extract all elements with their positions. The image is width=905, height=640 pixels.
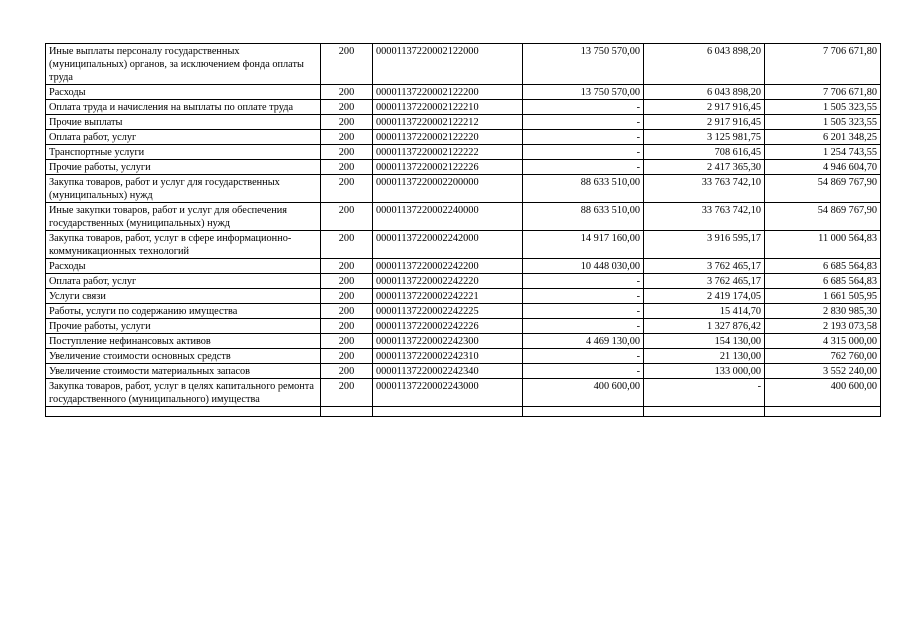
table-row [46, 160, 881, 175]
table-row [46, 85, 881, 100]
cell-empty [765, 407, 881, 417]
cell-executed: 21 130,00 [644, 349, 765, 364]
cell-budget-code: 00001137220002200000 [373, 175, 523, 203]
cell-name: Поступление нефинансовых активов [46, 334, 321, 349]
cell-budget-code: 00001137220002242225 [373, 304, 523, 319]
cell-line-code: 200 [321, 304, 373, 319]
cell-budget-code: 00001137220002122220 [373, 130, 523, 145]
cell-line-code: 200 [321, 364, 373, 379]
cell-empty [373, 407, 523, 417]
cell-name: Оплата работ, услуг [46, 130, 321, 145]
cell-approved: - [523, 100, 644, 115]
cell-line-code: 200 [321, 175, 373, 203]
cell-remaining: 1 505 323,55 [765, 115, 881, 130]
cell-executed: 3 125 981,75 [644, 130, 765, 145]
cell-executed: 33 763 742,10 [644, 175, 765, 203]
cell-line-code: 200 [321, 115, 373, 130]
table-row [46, 274, 881, 289]
cell-budget-code: 00001137220002242310 [373, 349, 523, 364]
cell-approved: - [523, 364, 644, 379]
cell-approved: - [523, 289, 644, 304]
cell-budget-code: 00001137220002122222 [373, 145, 523, 160]
cell-name: Прочие работы, услуги [46, 319, 321, 334]
cell-line-code: 200 [321, 289, 373, 304]
cell-executed: 6 043 898,20 [644, 44, 765, 85]
cell-line-code: 200 [321, 203, 373, 231]
table-row [46, 203, 881, 231]
cell-name: Закупка товаров, работ и услуг для государственных (муниципальных) нужд [46, 175, 321, 203]
cell-name: Оплата работ, услуг [46, 274, 321, 289]
cell-remaining: 1 661 505,95 [765, 289, 881, 304]
table-row [46, 44, 881, 85]
cell-name: Расходы [46, 259, 321, 274]
cell-remaining: 762 760,00 [765, 349, 881, 364]
cell-name: Расходы [46, 85, 321, 100]
cell-name: Работы, услуги по содержанию имущества [46, 304, 321, 319]
table-row [46, 319, 881, 334]
table-row [46, 259, 881, 274]
cell-executed: 154 130,00 [644, 334, 765, 349]
cell-executed: 1 327 876,42 [644, 319, 765, 334]
cell-name: Услуги связи [46, 289, 321, 304]
table-row-empty [46, 407, 881, 417]
cell-executed: 2 917 916,45 [644, 115, 765, 130]
cell-approved: - [523, 145, 644, 160]
cell-budget-code: 00001137220002242300 [373, 334, 523, 349]
table-row [46, 364, 881, 379]
cell-executed: 133 000,00 [644, 364, 765, 379]
cell-approved: - [523, 130, 644, 145]
table-row [46, 304, 881, 319]
cell-approved: 13 750 570,00 [523, 85, 644, 100]
budget-execution-table [45, 43, 881, 417]
cell-approved: 4 469 130,00 [523, 334, 644, 349]
cell-name: Закупка товаров, работ, услуг в целях капитального ремонта государственного (муниципального) имущества [46, 379, 321, 407]
cell-budget-code: 00001137220002240000 [373, 203, 523, 231]
cell-line-code: 200 [321, 231, 373, 259]
cell-executed: 3 762 465,17 [644, 274, 765, 289]
cell-line-code: 200 [321, 160, 373, 175]
cell-line-code: 200 [321, 85, 373, 100]
cell-budget-code: 00001137220002242226 [373, 319, 523, 334]
cell-line-code: 200 [321, 130, 373, 145]
cell-name: Прочие выплаты [46, 115, 321, 130]
table-row [46, 379, 881, 407]
cell-approved: 10 448 030,00 [523, 259, 644, 274]
table-row [46, 289, 881, 304]
cell-remaining: 1 254 743,55 [765, 145, 881, 160]
cell-executed: 6 043 898,20 [644, 85, 765, 100]
cell-line-code: 200 [321, 379, 373, 407]
cell-budget-code: 00001137220002122000 [373, 44, 523, 85]
cell-executed: 2 419 174,05 [644, 289, 765, 304]
cell-budget-code: 00001137220002242340 [373, 364, 523, 379]
cell-line-code: 200 [321, 100, 373, 115]
cell-line-code: 200 [321, 319, 373, 334]
table-row [46, 334, 881, 349]
cell-remaining: 6 201 348,25 [765, 130, 881, 145]
table-row [46, 175, 881, 203]
table-row [46, 130, 881, 145]
cell-executed: 3 762 465,17 [644, 259, 765, 274]
cell-budget-code: 00001137220002122200 [373, 85, 523, 100]
cell-name: Увеличение стоимости материальных запасов [46, 364, 321, 379]
cell-line-code: 200 [321, 44, 373, 85]
cell-budget-code: 00001137220002242220 [373, 274, 523, 289]
cell-remaining: 2 193 073,58 [765, 319, 881, 334]
cell-budget-code: 00001137220002242000 [373, 231, 523, 259]
cell-approved: 14 917 160,00 [523, 231, 644, 259]
cell-remaining: 2 830 985,30 [765, 304, 881, 319]
cell-name: Увеличение стоимости основных средств [46, 349, 321, 364]
cell-budget-code: 00001137220002242200 [373, 259, 523, 274]
cell-executed: 15 414,70 [644, 304, 765, 319]
cell-remaining: 4 315 000,00 [765, 334, 881, 349]
cell-approved: 400 600,00 [523, 379, 644, 407]
cell-empty [523, 407, 644, 417]
cell-budget-code: 00001137220002243000 [373, 379, 523, 407]
cell-line-code: 200 [321, 334, 373, 349]
cell-remaining: 400 600,00 [765, 379, 881, 407]
cell-budget-code: 00001137220002122210 [373, 100, 523, 115]
cell-remaining: 54 869 767,90 [765, 203, 881, 231]
cell-remaining: 7 706 671,80 [765, 85, 881, 100]
cell-executed: 2 417 365,30 [644, 160, 765, 175]
cell-empty [321, 407, 373, 417]
table-row [46, 349, 881, 364]
cell-line-code: 200 [321, 274, 373, 289]
cell-remaining: 6 685 564,83 [765, 274, 881, 289]
cell-name: Транспортные услуги [46, 145, 321, 160]
cell-executed: 708 616,45 [644, 145, 765, 160]
table-row [46, 231, 881, 259]
cell-approved: 88 633 510,00 [523, 175, 644, 203]
cell-name: Иные закупки товаров, работ и услуг для обеспечения государственных (муниципальных) нужд [46, 203, 321, 231]
cell-approved: - [523, 115, 644, 130]
cell-remaining: 7 706 671,80 [765, 44, 881, 85]
cell-approved: - [523, 274, 644, 289]
cell-approved: 88 633 510,00 [523, 203, 644, 231]
cell-remaining: 3 552 240,00 [765, 364, 881, 379]
cell-line-code: 200 [321, 259, 373, 274]
table-row [46, 100, 881, 115]
cell-approved: - [523, 304, 644, 319]
cell-remaining: 1 505 323,55 [765, 100, 881, 115]
cell-remaining: 6 685 564,83 [765, 259, 881, 274]
cell-name: Оплата труда и начисления на выплаты по оплате труда [46, 100, 321, 115]
cell-approved: - [523, 160, 644, 175]
cell-budget-code: 00001137220002242221 [373, 289, 523, 304]
cell-executed: - [644, 379, 765, 407]
cell-empty [46, 407, 321, 417]
cell-line-code: 200 [321, 145, 373, 160]
cell-name: Иные выплаты персоналу государственных (муниципальных) органов, за исключением фонда оплаты труда [46, 44, 321, 85]
cell-executed: 2 917 916,45 [644, 100, 765, 115]
cell-name: Закупка товаров, работ, услуг в сфере информационно-коммуникационных технологий [46, 231, 321, 259]
table-row [46, 145, 881, 160]
cell-approved: 13 750 570,00 [523, 44, 644, 85]
cell-approved: - [523, 349, 644, 364]
cell-line-code: 200 [321, 349, 373, 364]
cell-remaining: 4 946 604,70 [765, 160, 881, 175]
cell-budget-code: 00001137220002122212 [373, 115, 523, 130]
cell-executed: 3 916 595,17 [644, 231, 765, 259]
cell-empty [644, 407, 765, 417]
cell-name: Прочие работы, услуги [46, 160, 321, 175]
cell-budget-code: 00001137220002122226 [373, 160, 523, 175]
cell-remaining: 54 869 767,90 [765, 175, 881, 203]
table-body [46, 44, 881, 417]
cell-executed: 33 763 742,10 [644, 203, 765, 231]
table-row [46, 115, 881, 130]
cell-remaining: 11 000 564,83 [765, 231, 881, 259]
cell-approved: - [523, 319, 644, 334]
